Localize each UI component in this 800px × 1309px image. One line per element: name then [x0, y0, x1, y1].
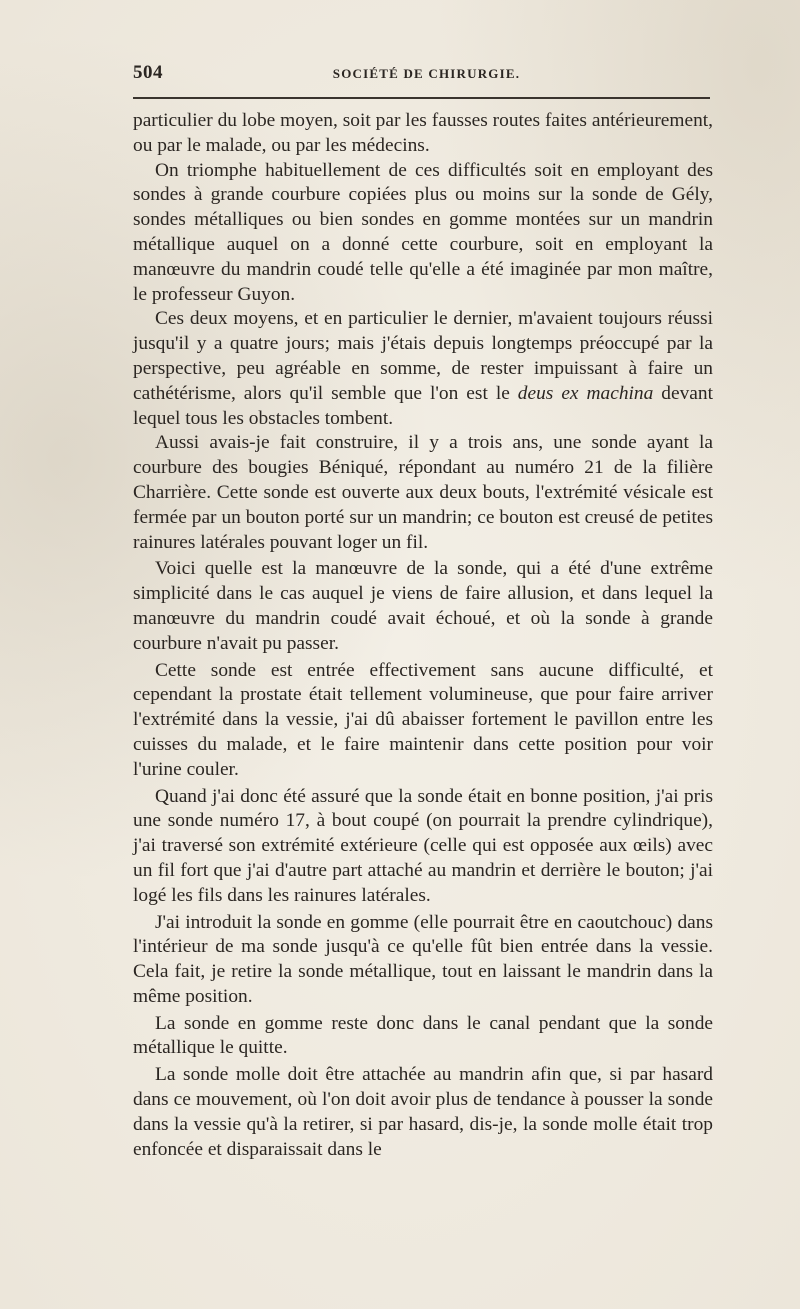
body-text: [133, 109, 713, 1162]
paragraph-1: particulier du lobe moyen, soit par les fausses routes faites antérieurement, ou par le malade, ou par les médecins.: [133, 110, 713, 156]
paragraph-5: Voici quelle est la manœuvre de la sonde, qui a été d'une extrême simplicité dans le cas auquel je viens de faire allusion, et dans lequel la manœuvre du mandrin coudé avait échoué, et où la sonde à grande courbure n'avait pu passer.: [133, 558, 713, 654]
paragraph-3-text-after: devant lequel tous les obstacles tombent.: [133, 382, 713, 429]
paragraph-6: Cette sonde est entrée effectivement sans aucune difficulté, et cependant la prostate était tellement volumineuse, que pour faire arriver l'extrémité dans la vessie, j'ai dû abaisser fortement le pavillon entre les cuisses du malade, et le faire maintenir dans cette position pour voir l'urine couler.: [133, 659, 713, 780]
paragraph-8: J'ai introduit la sonde en gomme (elle pourrait être en caoutchouc) dans l'intérieur de ma sonde jusqu'à ce qu'elle fût bien entrée dans la vessie. Cela fait, je retire la sonde métallique, tout en laissant le mandrin dans la même position.: [133, 911, 713, 1007]
page-header: [133, 60, 710, 90]
page-number: 504: [133, 62, 163, 83]
paragraph-3-text-before: Ces deux moyens, et en particulier le dernier, m'avaient toujours réussi jusqu'il y a quatre jours; mais j'étais depuis longtemps préoccupé par la perspective, peu agréable en somme, de rester impuissant à faire un cathétérisme, alors qu'il semble que l'on est le: [133, 308, 713, 404]
paragraph-4: Aussi avais-je fait construire, il y a trois ans, une sonde ayant la courbure des bougies Béniqué, répondant au numéro 21 de la filière Charrière. Cette sonde est ouverte aux deux bouts, l'extrémité vésicale est fermée par un bouton porté sur un mandrin; ce bouton est creusé de petites rainures latérales pouvant loger un fil.: [133, 432, 713, 553]
paragraph-2: On triomphe habituellement de ces difficultés soit en employant des sondes à grande courbure copiées plus ou moins sur la sonde de Gély, sondes métalliques ou bien sondes en gomme montées sur un mandrin métallique auquel on a donné cette courbure, soit en employant la manœuvre du mandrin coudé telle qu'elle a été imaginée par mon maître, le professeur Guyon.: [133, 159, 713, 305]
paragraph-9: La sonde en gomme reste donc dans le canal pendant que la sonde métallique le quitte.: [133, 1012, 713, 1059]
paragraph-10: La sonde molle doit être attachée au mandrin afin que, si par hasard dans ce mouvement, où l'on doit avoir plus de tendance à pousser la sonde dans la vessie qu'à la retirer, si par hasard, dis-je, la sonde molle était trop enfoncée et disparaissait dans le: [133, 1064, 713, 1160]
running-head: SOCIÉTÉ DE CHIRURGIE.: [332, 66, 521, 81]
header-rule: [133, 97, 710, 99]
italic-phrase: deus ex machina: [517, 382, 654, 404]
paragraph-7: Quand j'ai donc été assuré que la sonde était en bonne position, j'ai pris une sonde numéro 17, à bout coupé (on pourrait la prendre cylindrique), j'ai traversé son extrémité extérieure (celle qui est opposée aux œils) avec un fil fort que j'ai d'autre part attaché au mandrin et derrière le bouton; j'ai logé les fils dans les rainures latérales.: [133, 785, 713, 906]
paragraph-3: [133, 307, 713, 431]
